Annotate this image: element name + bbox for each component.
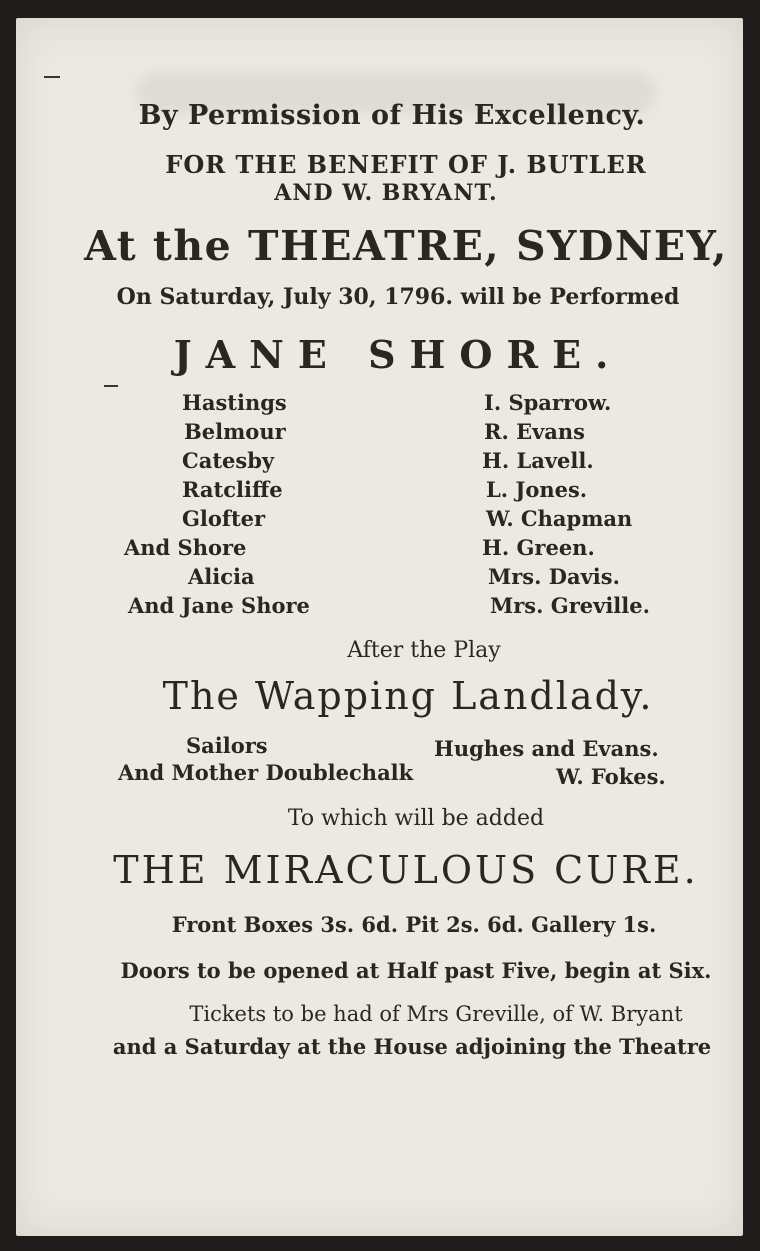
ink-mark-left bbox=[44, 76, 60, 78]
cast-actor: Mrs. Davis. bbox=[488, 564, 620, 589]
benefit-line-1: FOR THE BENEFIT OF J. BUTLER bbox=[165, 150, 647, 179]
prices-line: Front Boxes 3s. 6d. Pit 2s. 6d. Gallery 1s. bbox=[171, 912, 657, 937]
date-line: On Saturday, July 30, 1796. will be Performed bbox=[116, 284, 680, 310]
after-play-line: After the Play bbox=[347, 638, 501, 663]
cast-actor: H. Green. bbox=[482, 535, 595, 560]
added-line: To which will be added bbox=[287, 806, 545, 831]
farce-cast-role: Sailors bbox=[186, 733, 268, 758]
cast-role: Glofter bbox=[182, 506, 266, 531]
cast-role: Hastings bbox=[182, 390, 287, 415]
permission-line: By Permission of His Excellency. bbox=[138, 100, 646, 131]
cast-actor: L. Jones. bbox=[486, 477, 588, 502]
venue-heading: At the THEATRE, SYDNEY, bbox=[84, 222, 728, 270]
cast-role: Catesby bbox=[182, 448, 275, 473]
cast-role: Belmour bbox=[184, 419, 286, 444]
tickets-line-1: Tickets to be had of Mrs Greville, of W. Bryant bbox=[189, 1002, 683, 1026]
farce-cast-role: And Mother Doublechalk bbox=[118, 760, 414, 785]
ink-mark-left-lower bbox=[104, 385, 118, 387]
farce-title: The Wapping Landlady. bbox=[162, 674, 654, 718]
tickets-line-2: and a Saturday at the House adjoining the Theatre bbox=[112, 1034, 712, 1059]
benefit-line-2: AND W. BRYANT. bbox=[274, 180, 498, 206]
cast-role: And Shore bbox=[124, 535, 247, 560]
cast-actors-column bbox=[478, 388, 718, 620]
farce-cast-actor: Hughes and Evans. bbox=[434, 736, 659, 761]
cast-role: Ratcliffe bbox=[182, 477, 283, 502]
cast-role: Alicia bbox=[188, 564, 255, 589]
afterpiece-title: THE MIRACULOUS CURE. bbox=[113, 848, 699, 892]
doors-line: Doors to be opened at Half past Five, begin at Six. bbox=[120, 958, 712, 983]
cast-roles-column bbox=[118, 388, 358, 620]
play-title: JANE SHORE. bbox=[173, 332, 623, 377]
cast-actor: W. Chapman bbox=[486, 506, 633, 531]
cast-actor: Mrs. Greville. bbox=[490, 593, 650, 618]
cast-actor: I. Sparrow. bbox=[484, 390, 612, 415]
farce-cast-actor: W. Fokes. bbox=[556, 764, 666, 789]
cast-actor: R. Evans bbox=[484, 419, 585, 444]
cast-actor: H. Lavell. bbox=[482, 448, 594, 473]
cast-role: And Jane Shore bbox=[128, 593, 310, 618]
